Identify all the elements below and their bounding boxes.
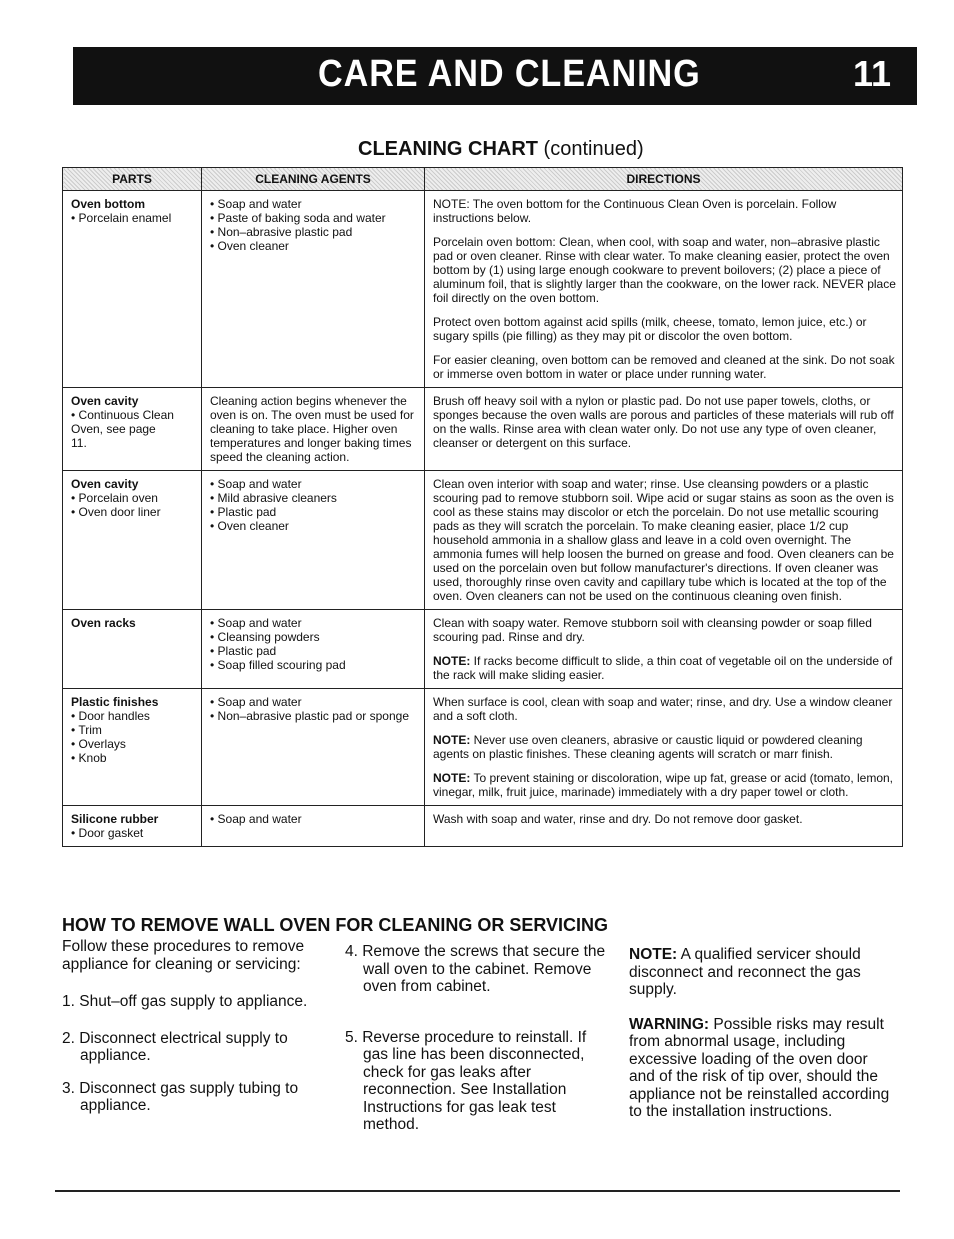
agents-cell bbox=[202, 388, 425, 471]
agent-item: • Paste of baking soda and water bbox=[210, 211, 386, 225]
directions-cell bbox=[425, 689, 903, 806]
part-cell bbox=[63, 191, 202, 388]
note-label: NOTE: bbox=[433, 733, 471, 747]
part-name: Oven bottom bbox=[71, 197, 145, 211]
directions-cell bbox=[425, 388, 903, 471]
note-text: Never use oven cleaners, abrasive or caustic liquid or powdered cleaning agents on plastic finishes. These cleaning agents will scratch or marr finish. bbox=[433, 733, 863, 761]
note-text: To prevent staining or discoloration, wipe up fat, grease or acid (tomato, lemon, vinegar, milk, fruit juice, marinade) immediately with a dry paper towel or cloth. bbox=[433, 771, 894, 799]
agents-cell bbox=[202, 191, 425, 388]
note-text: If racks become difficult to slide, a thin coat of vegetable oil on the underside of the rack will make sliding easier. bbox=[433, 654, 893, 682]
direction-paragraph: NOTE: The oven bottom for the Continuous Clean Oven is porcelain. Follow instructions below. bbox=[433, 197, 837, 225]
table-row bbox=[63, 806, 903, 847]
cleaning-chart-table bbox=[62, 167, 903, 847]
part-cell bbox=[63, 689, 202, 806]
agent-item: • Soap and water bbox=[210, 695, 302, 709]
part-item: • Oven door liner bbox=[71, 505, 161, 519]
removal-intro: Follow these procedures to remove appliance for cleaning or servicing: bbox=[62, 938, 305, 973]
agent-item: Cleaning action begins whenever the oven is on. The oven must be used for cleaning to take place. Higher oven temperatures and longer baking times speed the cleaning action. bbox=[210, 394, 414, 464]
column-header-directions: DIRECTIONS bbox=[425, 168, 903, 191]
direction-paragraph: Protect oven bottom against acid spills (milk, cheese, tomato, lemon juice, etc.) or sugary spills (pie filling) as they may pit or discolor the oven bottom. bbox=[433, 315, 867, 343]
table-row bbox=[63, 689, 903, 806]
table-row bbox=[63, 388, 903, 471]
note-paragraph bbox=[629, 946, 897, 999]
agent-item: • Plastic pad bbox=[210, 505, 277, 519]
removal-step-4: 4. Remove the screws that secure the wall oven to the cabinet. Remove oven from cabinet. bbox=[345, 943, 606, 995]
part-cell bbox=[63, 610, 202, 689]
direction-paragraph: Wash with soap and water, rinse and dry. Do not remove door gasket. bbox=[433, 812, 803, 826]
part-item: • Porcelain enamel bbox=[71, 211, 172, 225]
direction-paragraph bbox=[433, 733, 896, 761]
agent-item: • Soap and water bbox=[210, 616, 302, 630]
agent-item: • Plastic pad bbox=[210, 644, 277, 658]
directions-cell bbox=[425, 610, 903, 689]
direction-paragraph bbox=[433, 771, 896, 799]
agent-item: • Soap and water bbox=[210, 197, 302, 211]
part-cell bbox=[63, 388, 202, 471]
agent-item: • Oven cleaner bbox=[210, 519, 289, 533]
part-item: • Overlays bbox=[71, 737, 126, 751]
part-name: Oven racks bbox=[71, 616, 136, 630]
direction-paragraph: Brush off heavy soil with a nylon or plastic pad. Do not use paper towels, cloths, or sponges because the oven walls are porous and particles of these materials will rub off on the walls. Rinse area with clean water only. Do not use any type of oven cleaner, cleanser or detergent on this surface. bbox=[433, 394, 894, 450]
part-name: Plastic finishes bbox=[71, 695, 159, 709]
chart-heading bbox=[358, 138, 644, 161]
directions-cell bbox=[425, 471, 903, 610]
note-label: NOTE: bbox=[433, 654, 471, 668]
note-text: A qualified servicer should disconnect and reconnect the gas supply. bbox=[629, 946, 861, 998]
removal-step-1: 1. Shut–off gas supply to appliance. bbox=[62, 993, 308, 1010]
part-item: • Porcelain oven bbox=[71, 491, 158, 505]
direction-paragraph: When surface is cool, clean with soap and water; rinse, and dry. Use a window cleaner and a soft cloth. bbox=[433, 695, 893, 723]
chart-body bbox=[63, 191, 903, 847]
table-row bbox=[63, 191, 903, 388]
note-label: NOTE: bbox=[629, 946, 678, 963]
table-row bbox=[63, 610, 903, 689]
agent-item: • Cleansing powders bbox=[210, 630, 320, 644]
agents-cell bbox=[202, 689, 425, 806]
footer-rule bbox=[55, 1190, 900, 1192]
direction-paragraph: Clean with soapy water. Remove stubborn soil with cleansing powder or soap filled scouring pad. Rinse and dry. bbox=[433, 616, 872, 644]
part-item: 11. bbox=[71, 436, 87, 450]
agents-cell bbox=[202, 471, 425, 610]
direction-paragraph bbox=[433, 654, 896, 682]
directions-cell bbox=[425, 806, 903, 847]
page-banner bbox=[73, 47, 917, 105]
column-header-parts: PARTS bbox=[63, 168, 202, 191]
direction-paragraph: Porcelain oven bottom: Clean, when cool, with soap and water, non–abrasive plastic pad or oven cleaner. Rinse with clear water. To make cleaning easier, protect the oven bottom by (1) using large enough cookware to prevent boilovers; (2) place a piece of aluminum foil, that is slightly larger than the cookware, on the lower rack. NEVER place foil directly on the oven bottom. bbox=[433, 235, 896, 305]
page-title: CARE AND CLEANING bbox=[318, 53, 701, 95]
part-item: • Trim bbox=[71, 723, 102, 737]
agents-cell bbox=[202, 806, 425, 847]
part-item: • Door gasket bbox=[71, 826, 144, 840]
removal-column-3 bbox=[629, 946, 897, 1121]
direction-paragraph: Clean oven interior with soap and water; rinse. Use cleansing powders or a plastic scouring pad to remove stubborn soil. Wipe acid or sugar stains as soon as the oven is cool as these stains may discolor or etch the porcelain. Do not use metallic scouring pads as they will scratch the porcelain. To make cleaning easier, place 1/2 cup household ammonia in a shallow glass and leave in a cold oven overnight. The ammonia fumes will help loosen the burned on grease and food. Oven cleaners can be used on the porcelain oven but follow manufacturer's directions. If oven cleaner was used, thoroughly rinse oven cavity and capillary tube which is located at the top of the oven. Oven cleaners can not be used on the continuous cleaning oven finish. bbox=[433, 477, 894, 603]
column-header-agents: CLEANING AGENTS bbox=[202, 168, 425, 191]
removal-heading: HOW TO REMOVE WALL OVEN FOR CLEANING OR SERVICING bbox=[62, 915, 609, 935]
agent-item: • Non–abrasive plastic pad or sponge bbox=[210, 709, 409, 723]
directions-cell bbox=[425, 191, 903, 388]
chart-heading-rest: (continued) bbox=[538, 138, 644, 160]
removal-step-3: 3. Disconnect gas supply tubing to appliance. bbox=[62, 1079, 299, 1114]
agent-item: • Oven cleaner bbox=[210, 239, 289, 253]
warning-label: WARNING: bbox=[629, 1015, 710, 1033]
part-cell bbox=[63, 471, 202, 610]
agent-item: • Soap filled scouring pad bbox=[210, 658, 346, 672]
table-row bbox=[63, 471, 903, 610]
part-name: Oven cavity bbox=[71, 394, 139, 408]
part-item: • Continuous Clean bbox=[71, 408, 174, 422]
agents-cell bbox=[202, 610, 425, 689]
direction-paragraph: For easier cleaning, oven bottom can be removed and cleaned at the sink. Do not soak or immerse oven bottom in water or place under running water. bbox=[433, 353, 895, 381]
removal-step-5: 5. Reverse procedure to reinstall. If gas line has been disconnected, check for gas leaks after reconnection. See Installation Instructions for gas leak test method. bbox=[345, 1028, 587, 1133]
part-item: Oven, see page bbox=[71, 422, 156, 436]
part-item: • Knob bbox=[71, 751, 107, 765]
removal-column-1 bbox=[62, 938, 327, 1115]
part-item: • Door handles bbox=[71, 709, 150, 723]
removal-step-2: 2. Disconnect electrical supply to appliance. bbox=[62, 1029, 288, 1064]
agent-item: • Non–abrasive plastic pad bbox=[210, 225, 353, 239]
removal-column-2 bbox=[345, 943, 610, 1134]
note-label: NOTE: bbox=[433, 771, 471, 785]
warning-text: Possible risks may result from abnormal usage, including excessive loading of the oven door and of the risk of tip over, should the appliance not be reinstalled according to the installation instructions. bbox=[629, 1015, 890, 1120]
agent-item: • Soap and water bbox=[210, 477, 302, 491]
part-cell bbox=[63, 806, 202, 847]
agent-item: • Soap and water bbox=[210, 812, 302, 826]
agent-item: • Mild abrasive cleaners bbox=[210, 491, 337, 505]
page-number: 11 bbox=[852, 53, 891, 94]
part-name: Silicone rubber bbox=[71, 812, 159, 826]
warning-paragraph bbox=[629, 1016, 897, 1121]
chart-heading-bold: CLEANING CHART bbox=[358, 138, 538, 160]
part-name: Oven cavity bbox=[71, 477, 139, 491]
